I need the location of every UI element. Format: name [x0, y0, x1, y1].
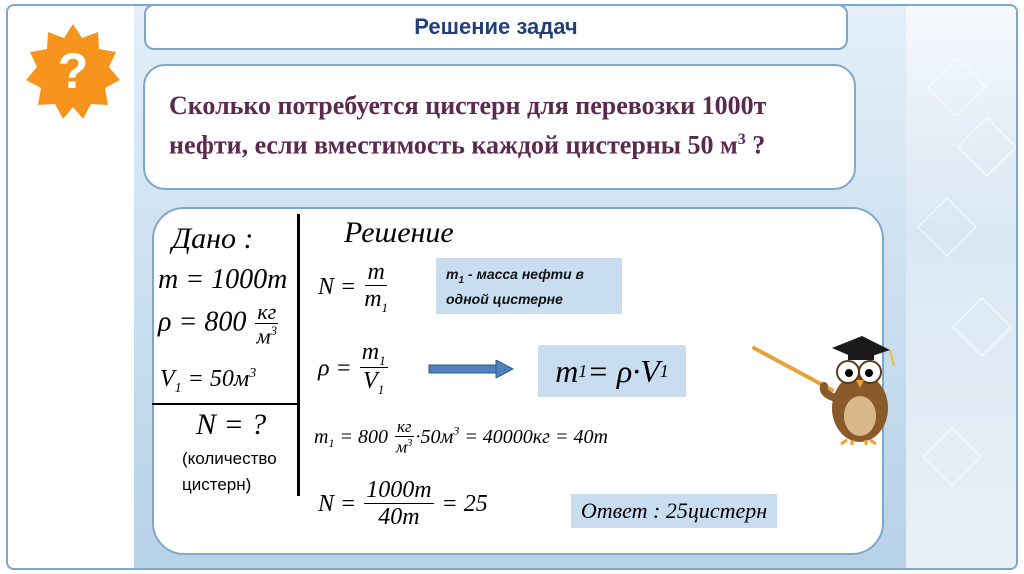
density-unit-num: кг — [257, 299, 277, 324]
given-density — [158, 300, 280, 349]
result-rhs: = 25 — [441, 490, 488, 517]
result-den: 40m — [378, 504, 420, 531]
calc-unit-sup: 3 — [406, 436, 413, 449]
density-unit — [255, 300, 278, 349]
question-end: ? — [745, 130, 766, 160]
formula-count — [318, 260, 390, 315]
note-sub: 1 — [458, 274, 465, 286]
note-symbol: m — [446, 266, 459, 282]
density-unit-sup: 3 — [270, 323, 278, 339]
result-lhs: N = — [318, 490, 357, 517]
formula-count-num: m — [367, 259, 385, 285]
volume-sub: 1 — [174, 380, 182, 396]
calc-volume-sup: 3 — [453, 423, 460, 438]
volume-value: = 50м — [181, 366, 250, 392]
formula-density — [318, 340, 390, 398]
arrow-right-icon — [428, 360, 514, 378]
question-badge-icon — [25, 22, 121, 118]
calc-density: = 800 — [334, 426, 388, 449]
formula-density-den-sub: 1 — [377, 382, 385, 398]
title-bar — [144, 4, 848, 50]
find-quantity: N = ? — [196, 408, 267, 441]
find-note-2: цистерн) — [182, 475, 252, 494]
formula-volume-sub: 1 — [659, 360, 669, 381]
question-box — [143, 64, 856, 190]
volume-symbol: V — [160, 366, 175, 392]
svg-text:?: ? — [57, 43, 89, 99]
result-num: 1000m — [366, 477, 432, 503]
question-line-2 — [169, 123, 830, 163]
question-line-1: Сколько потребуется цистерн для перевозки 1000т — [169, 91, 767, 120]
question-text: нефти, если вместимость каждой цистерны 50 м — [169, 130, 738, 160]
solution-heading: Решение — [344, 216, 454, 249]
given-mass: m = 1000m — [158, 264, 288, 295]
owl-teacher-icon — [752, 328, 902, 446]
given-heading: Дано : — [172, 222, 254, 255]
note-text: - масса нефти в одной цистерне — [446, 266, 584, 307]
given-volume — [160, 366, 256, 397]
given-divider-vertical — [297, 214, 300, 496]
find-note-1: (количество — [182, 449, 277, 468]
formula-density-num: m — [361, 339, 380, 365]
formula-density-lhs: ρ = — [318, 355, 352, 382]
calc-symbol: m — [314, 426, 329, 449]
formula-density-frac — [360, 340, 388, 398]
calc-result: = 40000кг = 40т — [459, 426, 608, 449]
formula-mass — [538, 345, 686, 397]
calc-sub: 1 — [328, 436, 335, 451]
background-decoration — [906, 6, 1016, 570]
calc-unit-frac — [395, 418, 414, 457]
density-value: ρ = 800 — [158, 306, 247, 338]
formula-count-lhs: N = — [318, 274, 357, 301]
formula-density-den: V — [363, 368, 378, 395]
formula-mass-symbol: m — [555, 352, 579, 389]
volume-sup: 3 — [249, 366, 257, 381]
answer-text: Ответ : 25цистерн — [580, 498, 768, 523]
formula-count-sub: 1 — [381, 299, 389, 315]
formula-calc — [314, 418, 608, 457]
formula-density-num-sub: 1 — [379, 352, 386, 368]
formula-mass-sub: 1 — [578, 360, 588, 381]
result-frac — [364, 478, 433, 531]
calc-unit-num: кг — [396, 417, 412, 436]
formula-mass-rhs: = ρ·V — [587, 352, 660, 389]
density-unit-den: м — [256, 323, 271, 349]
calc-unit-den: м — [396, 437, 407, 457]
mass-note — [436, 258, 622, 314]
formula-result — [318, 478, 488, 531]
question-sup: 3 — [737, 131, 746, 148]
formula-count-frac — [364, 260, 388, 315]
calc-volume: ·50м — [415, 426, 454, 449]
formula-count-den: m — [364, 286, 382, 313]
answer-box — [571, 494, 777, 528]
given-divider-horizontal — [152, 403, 300, 405]
page-title: Решение задач — [414, 14, 578, 39]
